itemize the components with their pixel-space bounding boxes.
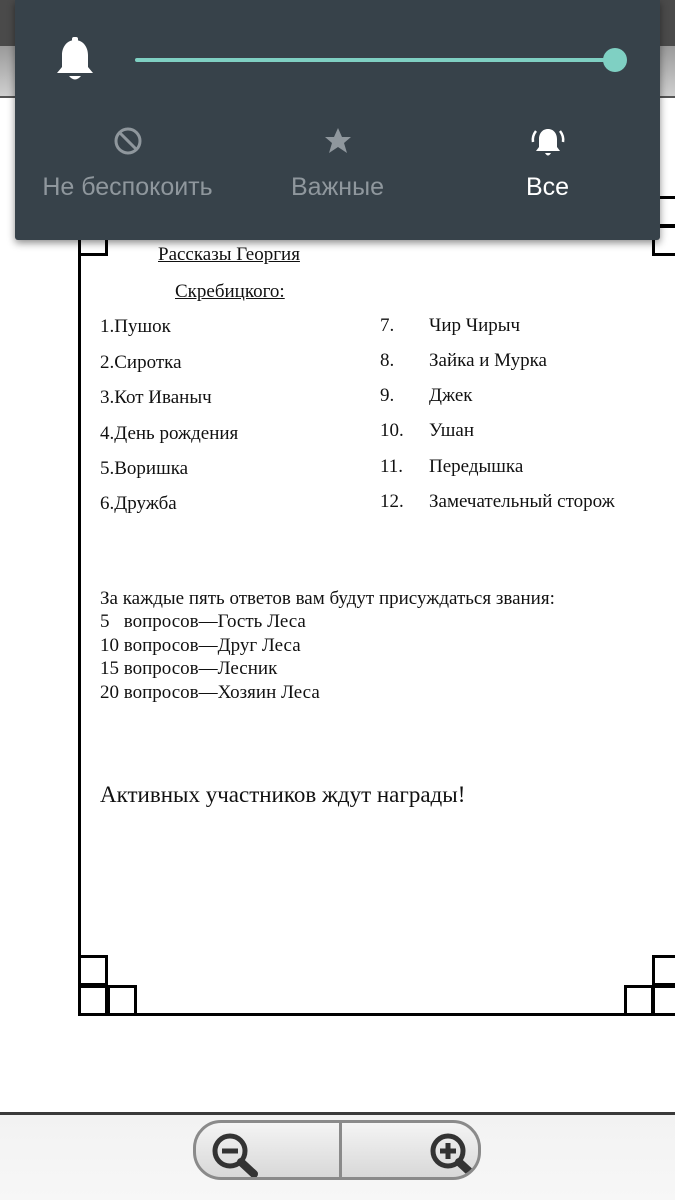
corner-ornament xyxy=(652,985,675,1016)
zoom-controls xyxy=(193,1120,481,1180)
mode-label: Все xyxy=(525,173,570,201)
story-item: 3.Кот Иваныч xyxy=(100,387,212,408)
story-number: 12. xyxy=(380,491,404,512)
story-item: Зайка и Мурка xyxy=(429,350,547,371)
story-item: 4.День рождения xyxy=(100,423,239,444)
mode-all[interactable] xyxy=(440,115,655,225)
ranks-intro: За каждые пять ответов вам будут присуждаться звания: xyxy=(100,588,555,609)
rank-line: 15 вопросов—Лесник xyxy=(100,658,278,679)
bell-ringing-icon xyxy=(530,125,566,159)
story-item: 2.Сиротка xyxy=(100,352,182,373)
corner-ornament xyxy=(652,955,675,986)
mode-do-not-disturb[interactable] xyxy=(20,115,235,225)
volume-slider-thumb[interactable] xyxy=(603,48,627,72)
corner-ornament xyxy=(78,955,108,986)
mode-priority[interactable] xyxy=(230,115,445,225)
story-item: Чир Чирыч xyxy=(429,315,521,336)
story-item: 1.Пушок xyxy=(100,316,171,337)
rank-line: 10 вопросов—Друг Леса xyxy=(100,635,301,656)
story-item: Ушан xyxy=(429,420,475,441)
story-item: Джек xyxy=(429,385,473,406)
story-number: 11. xyxy=(380,456,404,477)
rank-line: 20 вопросов—Хозяин Леса xyxy=(100,682,320,703)
mode-label: Важные xyxy=(291,173,384,201)
volume-panel xyxy=(15,0,660,240)
zoom-in-button[interactable] xyxy=(339,1123,481,1179)
volume-slider[interactable] xyxy=(135,58,615,62)
star-icon xyxy=(322,125,354,157)
story-item: Передышка xyxy=(429,456,524,477)
corner-ornament xyxy=(624,985,654,1016)
story-number: 9. xyxy=(380,385,395,406)
story-item: 6.Дружба xyxy=(100,493,177,514)
story-number: 8. xyxy=(380,350,395,371)
story-number: 10. xyxy=(380,420,404,441)
mode-label: Не беспокоить xyxy=(42,173,213,201)
story-item: Замечательный сторож xyxy=(429,491,615,512)
document-title-line-2: Скребицкого: xyxy=(175,281,285,302)
zoom-in-icon xyxy=(424,1129,481,1179)
rank-line: 5 вопросов—Гость Леса xyxy=(100,611,306,632)
corner-ornament xyxy=(78,985,108,1016)
do-not-disturb-icon xyxy=(112,125,144,157)
document-title-line-1: Рассказы Георгия xyxy=(158,244,300,265)
story-number: 7. xyxy=(380,315,395,336)
zoom-out-button[interactable] xyxy=(196,1123,339,1179)
corner-ornament xyxy=(107,985,137,1016)
bell-icon xyxy=(55,36,95,84)
story-item: 5.Воришка xyxy=(100,458,189,479)
awards-text: Активных участников ждут награды! xyxy=(100,782,466,807)
zoom-out-icon xyxy=(206,1129,266,1179)
